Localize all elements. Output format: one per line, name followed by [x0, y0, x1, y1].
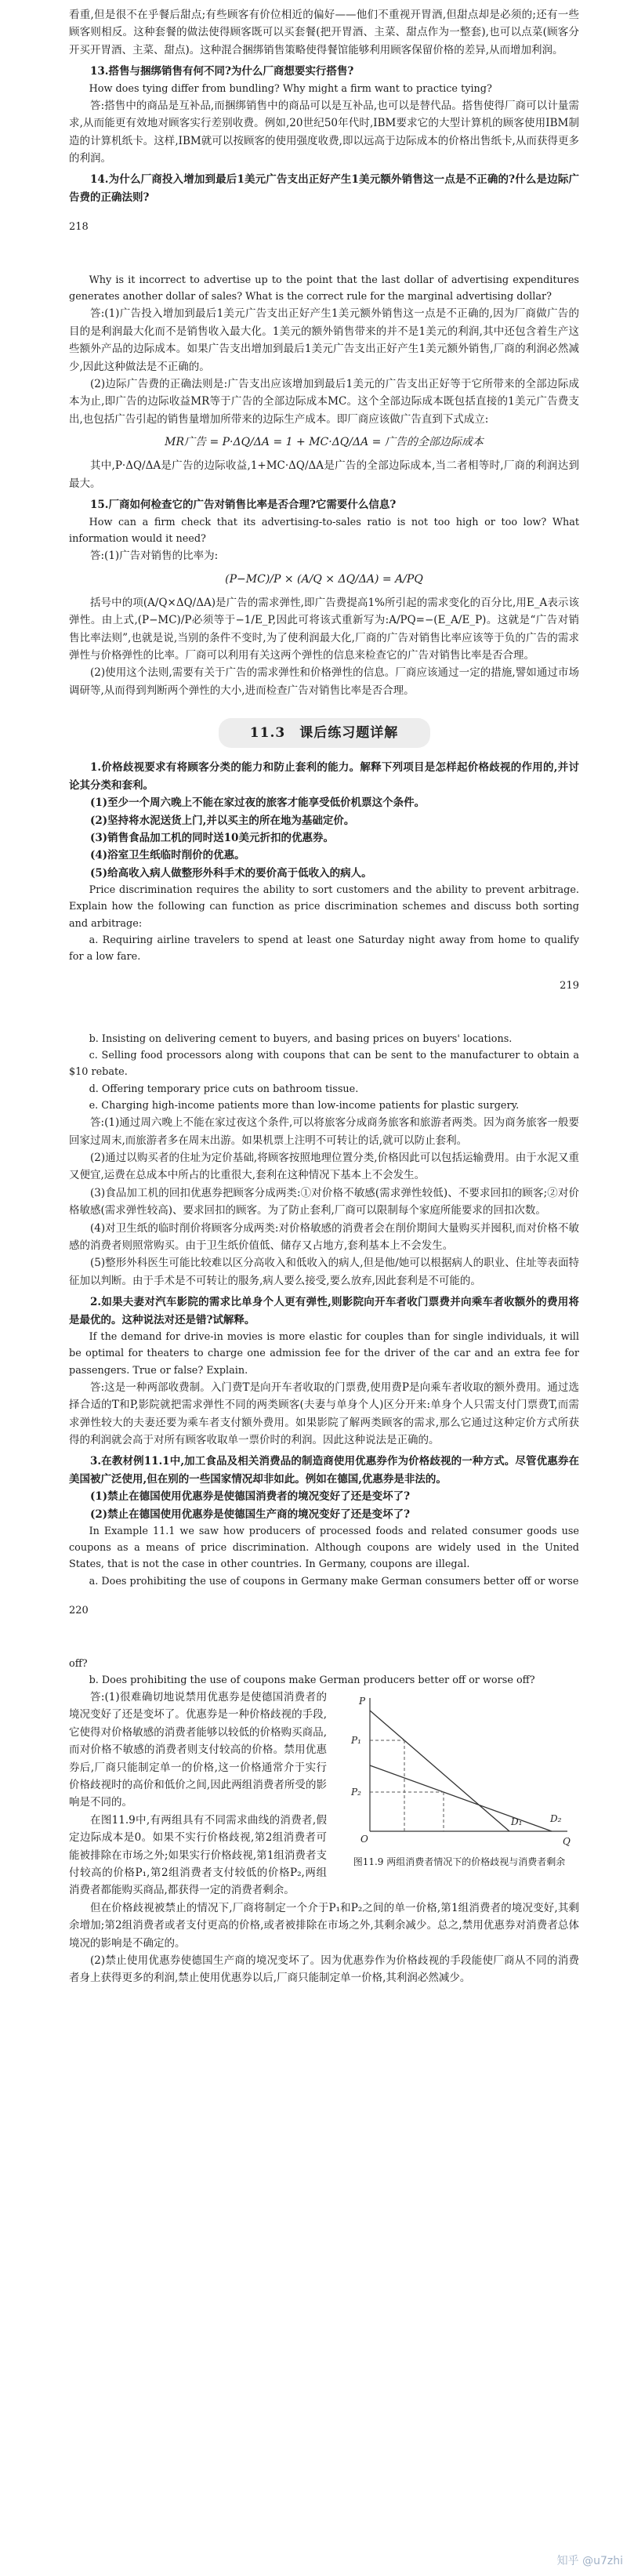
english-text: b. Does prohibiting the use of coupons make German producers better off or worse off?	[89, 1674, 535, 1686]
sub-question: (1)至少一个周六晚上不能在家过夜的旅客才能享受低价机票这个条件。	[90, 796, 426, 810]
sub-question: (2)坚持将水泥送货上门,并以买主的所在地为基础定价。	[90, 814, 355, 827]
sub-question: (4)浴室卫生纸临时削价的优惠。	[90, 849, 245, 862]
paragraph: 括号中的项(A/Q×ΔQ/ΔA)是广告的需求弹性,即广告费提高1%所引起的需求变化的百分比,用E_A表示该弹性。由上式,(P−MC)/P必须等于−1/E_P,因此可将该式重新写为:A/PQ=−(E_A/E_P)。这就是“广告对销售比率法则”,也就是说,当别的条件不变时,为了使利润最大化,厂商的广告对销售比率应该等于负的广告的需求弹性与价格弹性的比率。厂商可以利用有关这两个弹性的信息来检查它的广告对销售比率是否合理。	[69, 596, 579, 662]
demand-curve-d1	[370, 1711, 509, 1831]
english-text: b. Insisting on delivering cement to buyers, and basing prices on buyers' locations.	[89, 1033, 513, 1045]
demand-curve-d2	[370, 1765, 552, 1831]
question-heading: 3.在教材例11.1中,加工食品及相关消费品的制造商使用优惠券作为价格歧视的一种方式。尽管优惠券在美国被广泛使用,但在别的一些国家情况却非如此。例如在德国,优惠券是非法的。	[69, 1455, 579, 1486]
paragraph: (2)边际广告费的正确法则是:广告支出应该增加到最后1美元的广告支出正好等于它所带来的全部边际成本为止,即广告的边际收益MR等于广告的全部边际成本MC。这个全部边际成本既包括直接的1美元广告费支出,也包括广告引起的销售量增加所带来的边际生产成本。即厂商应该做广告直到下式成立:	[69, 377, 579, 426]
paragraph: 其中,P·ΔQ/ΔA是广告的边际收益,1+MC·ΔQ/ΔA是广告的全部边际成本,当二者相等时,厂商的利润达到最大。	[69, 459, 579, 490]
figure-11-9	[339, 1690, 579, 1869]
english-text: c. Selling food processors along with coupons that can be sent to the manufacturer to obtain a $10 rebate.	[69, 1050, 579, 1079]
watermark: 知乎 @u7zhi	[556, 2555, 623, 2567]
paragraph: 答:这是一种两部收费制。入门费T是向开车者收取的门票费,使用费P是向乘车者收取的额外费用。通过选择合适的T和P,影院就把需求弹性不同的两类顾客(夫妻与单身个人)区分开来:单身个人只需支付门票费T,而需求弹性较大的夫妻还要为乘车者支付额外费用。如果影院了解两类顾客的需求,那么它通过这种定价方式所获得的利润就会高于对所有顾客收取单一票价时的利润。因此这种说法是正确的。	[69, 1381, 579, 1446]
paragraph: 看重,但是很不在乎餐后甜点;有些顾客有价位相近的偏好——他们不重视开胃酒,但甜点却是必须的;还有一些顾客则相反。这种套餐的做法使得顾客既可以买套餐(把开胃酒、主菜、甜点作为一整套),也可以点菜(顾客分开买开胃酒、主菜、甜点)。这种混合捆绑销售策略使得餐馆能够利用顾客保留价格的差异,从而增加利润。	[69, 9, 579, 56]
page-gap	[69, 995, 579, 1031]
english-text: How does tying differ from bundling? Why might a firm want to practice tying?	[89, 82, 492, 95]
paragraph: 答:(1)很难确切地说禁用优惠券是使德国消费者的境况变好了还是变坏了。优惠券是一种价格歧视的手段,它使得对价格敏感的消费者能够以较低的价格购买商品,而对价格不敏感的消费者则支付较高的价格。禁用优惠券后,厂商只能制定单一的价格,这一价格通常介于实行价格歧视时的高价和低价之间,因此两组消费者所受的影响是不同的。	[69, 1690, 327, 1809]
page-number: 220	[69, 1604, 89, 1616]
english-text: off?	[69, 1657, 88, 1670]
paragraph: (5)整形外科医生可能比较难以区分高收入和低收入的病人,但是他/她可以根据病人的职业、住址等表面特征加以判断。由于手术是不可转让的服务,病人要么接受,要么放弃,因此套利是不可能的。	[69, 1257, 579, 1287]
formula: (P−MC)/P × (A/Q × ΔQ/ΔA) = A/PQ	[225, 572, 423, 586]
sub-question: (5)给高收入病人做整形外科手术的要价高于低收入的病人。	[90, 866, 372, 880]
page-gap	[69, 1620, 579, 1656]
label-d2: D₂	[550, 1812, 562, 1824]
paragraph: 在图11.9中,有两组具有不同需求曲线的消费者,假定边际成本是0。如果不实行价格歧视,第2组消费者可能被排除在市场之外;如果实行价格歧视,第1组消费者支付较高的价格P₁,第2组消费者支付较低的价格P₂,两组消费者都能购买商品,都获得一定的消费者剩余。	[69, 1813, 327, 1897]
paragraph: 答:(1)广告对销售的比率为:	[90, 550, 219, 563]
sub-question: (1)禁止在德国使用优惠券是使德国消费者的境况变好了还是变坏了?	[90, 1490, 411, 1504]
english-text: d. Offering temporary price cuts on bathroom tissue.	[89, 1083, 359, 1095]
figure-caption: 图11.9 两组消费者情况下的价格歧视与消费者剩余	[353, 1856, 566, 1867]
english-text: a. Requiring airline travelers to spend at least one Saturday night away from home to qualify for a low fare.	[69, 934, 579, 963]
english-text: a. Does prohibiting the use of coupons in Germany make German consumers better off or worse	[89, 1575, 579, 1587]
question-heading: 15.厂商如何检查它的广告对销售比率是否合理?它需要什么信息?	[90, 499, 397, 512]
formula: MR广告 = P·ΔQ/ΔA = 1 + MC·ΔQ/ΔA = 广告的全部边际成本	[165, 436, 484, 449]
paragraph: 答:(1)广告投入增加到最后1美元广告支出正好产生1美元额外销售这一点是不正确的,因为厂商做广告的目的是利润最大化而不是销售收入最大化。1美元的额外销售带来的并不是1美元的利润,其中还包含着生产这些额外产品的边际成本。如果广告支出增加到最后1美元广告支出正好产生1美元额外销售,厂商的利润必然减少,因此这种做法是不正确的。	[69, 307, 579, 373]
label-p2: P₂	[351, 1786, 361, 1798]
paragraph: (2)使用这个法则,需要有关于广告的需求弹性和价格弹性的信息。厂商应该通过一定的措施,譬如通过市场调研等,从而得到判断两个弹性的大小,进而检查广告对销售比率是否合理。	[69, 666, 579, 697]
paragraph: (3)食品加工机的回扣优惠券把顾客分成两类:①对价格不敏感(需求弹性较低)、不要求回扣的顾客;②对价格敏感(需求弹性较高)、要求回扣的顾客。为了防止套利,厂商可以限制每个家庭所能要求的回扣次数。	[69, 1186, 579, 1217]
paragraph: (2)禁止使用优惠券使德国生产商的境况变坏了。因为优惠券作为价格歧视的手段能使厂商从不同的消费者身上获得更多的利润,禁止使用优惠券以后,厂商只能制定单一价格,其利润必然减少。	[69, 1954, 579, 1985]
label-q-axis: Q	[563, 1835, 571, 1847]
paragraph: 答:搭售中的商品是互补品,而捆绑销售中的商品可以是互补品,也可以是替代品。搭售使得厂商可以计量需求,从而能更有效地对顾客实行差别收费。例如,20世纪50年代时,IBM要求它的大型计算机的顾客使用IBM制造的计算机纸卡。这样,IBM就可以按顾客的使用强度收费,即以远高于边际成本的价格出售纸卡,从而获得更多的利润。	[69, 99, 579, 165]
paragraph: 答:(1)通过周六晚上不能在家过夜这个条件,可以将旅客分成商务旅客和旅游者两类。因为商务旅客一般要回家过周末,而旅游者多在周末出游。如果机票上注明不可转让的话,就可以防止套利。	[69, 1116, 579, 1147]
english-text: If the demand for drive-in movies is more elastic for couples than for single individuals, it will be optimal for theaters to charge one admission fee for the driver of the car and an extra fee for passengers. True or false? Explain.	[69, 1331, 579, 1377]
english-text: How can a firm check that its advertising-to-sales ratio is not too high or too low? What information would it need?	[69, 516, 579, 545]
english-text: In Example 11.1 we saw how producers of processed foods and related consumer goods use coupons as a means of price discrimination. Although coupons are widely used in the United States, that is not the case in other countries. In Germany, coupons are illegal.	[69, 1526, 579, 1571]
question-heading: 13.搭售与捆绑销售有何不同?为什么厂商想要实行搭售?	[90, 65, 354, 78]
label-origin: O	[360, 1833, 368, 1845]
question-heading: 14.为什么厂商投入增加到最后1美元广告支出正好产生1美元额外销售这一点是不正确的?什么是边际广告费的正确法则?	[69, 173, 579, 204]
page-number: 218	[69, 221, 89, 234]
paragraph: (2)通过以购买者的住址为定价基础,将顾客按照地理位置分类,价格因此可以包括运输费用。由于水泥又重又便宜,运费在总成本中所占的比重很大,套利在这种情况下基本上不会发生。	[69, 1151, 579, 1182]
english-text: Price discrimination requires the ability to sort customers and the ability to prevent arbitrage. Explain how the following can function as price discrimination schemes and discuss both sorting and arbitrage:	[69, 884, 579, 930]
label-p-axis: P	[359, 1695, 366, 1707]
question-heading: 1.价格歧视要求有将顾客分类的能力和防止套利的能力。解释下列项目是怎样起价格歧视的作用的,并讨论其分类和套利。	[69, 761, 579, 792]
section-heading: 11.3 课后练习题详解	[219, 718, 430, 748]
paragraph: 但在价格歧视被禁止的情况下,厂商将制定一个介于P₁和P₂之间的单一价格,第1组消费者的境况变好,其剩余增加;第2组消费者或者支付更高的价格,或者被排除在市场之外,其剩余减少。总之,禁用优惠券对消费者总体境况的影响是不确定的。	[69, 1901, 579, 1950]
demand-curves-chart	[342, 1690, 577, 1851]
question-heading: 2.如果夫妻对汽车影院的需求比单身个人更有弹性,则影院向开车者收门票费并向乘车者收额外的费用将是最优的。这种说法对还是错?试解释。	[69, 1296, 579, 1326]
english-text: Why is it incorrect to advertise up to the point that the last dollar of advertising expenditures generates another dollar of sales? What is the correct rule for the marginal advertising dollar?	[69, 274, 579, 303]
sub-question: (3)销售食品加工机的同时送10美元折扣的优惠券。	[90, 832, 334, 845]
english-text: e. Charging high-income patients more than low-income patients for plastic surgery.	[89, 1099, 520, 1112]
page-gap	[69, 236, 579, 272]
label-d1: D₁	[511, 1816, 523, 1827]
paragraph: (4)对卫生纸的临时削价将顾客分成两类:对价格敏感的消费者会在削价期间大量购买并囤积,而对价格不敏感的消费者则照常购买。由于卫生纸价值低、储存又占地方,套利基本上不会发生。	[69, 1221, 579, 1253]
label-p1: P₁	[351, 1734, 361, 1746]
sub-question: (2)禁止在德国使用优惠券是使德国生产商的境况变好了还是变坏了?	[90, 1508, 411, 1521]
page-number: 219	[560, 980, 579, 992]
